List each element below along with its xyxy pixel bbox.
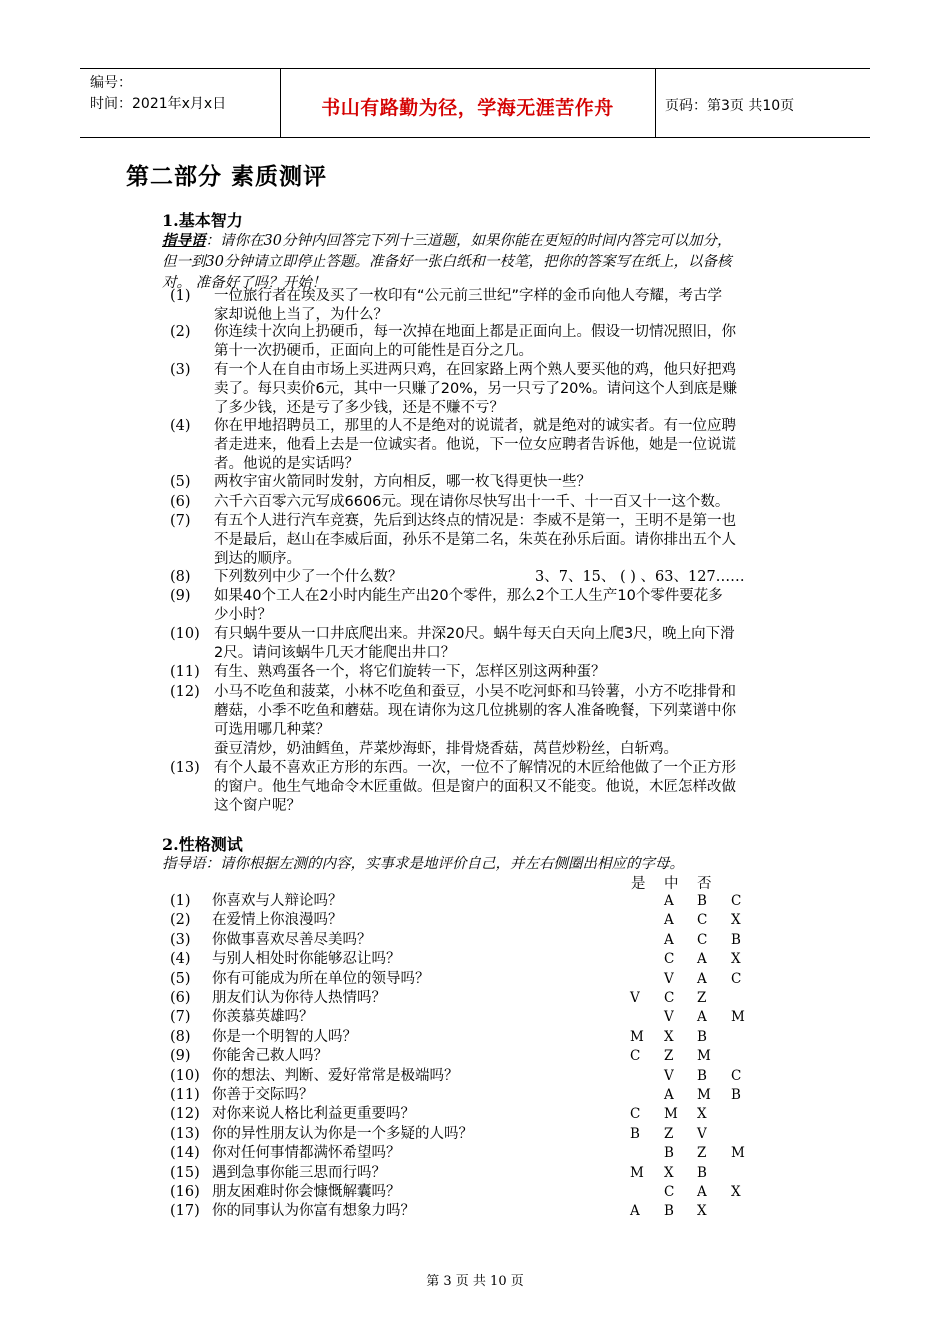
answer-option[interactable]: C xyxy=(664,951,675,968)
personality-item xyxy=(0,1105,950,1124)
question-line: 你在甲地招聘员工，那里的人不是绝对的说谎者，就是绝对的诚实者。有一位应聘 xyxy=(214,418,736,434)
item-text: 你善于交际吗？ xyxy=(212,1087,314,1103)
question-line: 第十一次扔硬币，正面向上的可能性是百分之几。 xyxy=(214,343,533,359)
item-number: (13) xyxy=(170,1125,200,1142)
item-text: 与别人相处时你能够忍让吗？ xyxy=(212,951,401,968)
answer-option[interactable]: B xyxy=(697,1028,707,1045)
item-text: 你有可能成为所在单位的领导吗？ xyxy=(212,970,430,987)
answer-option[interactable]: B xyxy=(697,1164,707,1181)
header-number: 编号： xyxy=(90,75,132,91)
question-line: 有一个人在自由市场上买进两只鸡，在回家路上两个熟人要买他的鸡，他只好把鸡 xyxy=(214,362,736,378)
question-line: 可选用哪几种菜？ xyxy=(214,722,330,738)
item-text: 你做事喜欢尽善尽美吗？ xyxy=(212,931,372,948)
answer-option[interactable]: M xyxy=(731,1009,745,1026)
page-footer: 第 3 页 共 10 页 xyxy=(426,1274,524,1289)
item-text: 你对任何事情都满怀希望吗？ xyxy=(212,1145,401,1162)
question-number: (12) xyxy=(170,684,200,700)
question-number: (13) xyxy=(170,760,200,776)
question-line: 有只蜗牛要从一口井底爬出来。井深20尺。蜗牛每天白天向上爬3尺，晚上向下滑 xyxy=(214,626,735,642)
question-line: 卖了。每只卖价6元，其中一只赚了20%，另一只亏了20%。请问这个人到底是赚 xyxy=(214,381,738,397)
answer-option[interactable]: M xyxy=(664,1106,678,1123)
answer-option[interactable]: Z xyxy=(697,990,707,1006)
question-number: (4) xyxy=(170,418,191,434)
item-text: 遇到急事你能三思而行吗？ xyxy=(212,1164,386,1181)
personality-item xyxy=(0,1144,950,1163)
answer-option[interactable]: A xyxy=(630,1203,640,1220)
answer-option[interactable]: B xyxy=(630,1125,640,1142)
question-line: 少小时？ xyxy=(214,607,272,623)
answer-option[interactable]: M xyxy=(731,1145,745,1162)
column-header-yes: 是 xyxy=(631,876,646,892)
answer-option[interactable]: A xyxy=(664,912,674,929)
item-text: 你是一个明智的人吗？ xyxy=(212,1028,357,1045)
page-header xyxy=(80,68,870,138)
item-text: 你的想法、判断、爱好常常是极端吗？ xyxy=(212,1067,459,1084)
item-number: (5) xyxy=(170,970,191,987)
question-line: 不是最后，赵山在李威后面，孙乐不是第二名，朱英在孙乐后面。请你排出五个人 xyxy=(214,532,736,548)
answer-option[interactable]: Z xyxy=(697,1145,707,1162)
item-text: 你的同事认为你富有想象力吗？ xyxy=(212,1203,415,1220)
answer-option[interactable]: B xyxy=(664,1145,674,1162)
question-line: 两枚宇宙火箭同时发射，方向相反，哪一枚飞得更快一些？ xyxy=(214,474,591,490)
answer-option[interactable]: C xyxy=(697,931,708,948)
question-line: 的窗户。他生气地命令木匠重做。但是窗户的面积又不能变。他说，木匠怎样改做 xyxy=(214,779,736,795)
answer-option[interactable]: M xyxy=(630,1028,644,1045)
answer-option[interactable]: B xyxy=(697,1067,707,1084)
answer-option[interactable]: B xyxy=(731,1087,741,1103)
header-meta xyxy=(90,73,226,115)
answer-option[interactable]: C xyxy=(731,970,742,987)
answer-option[interactable]: C xyxy=(731,1067,742,1084)
item-number: (2) xyxy=(170,912,191,929)
item-text: 你喜欢与人辩论吗？ xyxy=(212,893,343,909)
question-number: (7) xyxy=(170,513,191,529)
item-number: (3) xyxy=(170,931,191,948)
question-line: 有个人最不喜欢正方形的东西。一次，一位不了解情况的木匠给他做了一个正方形 xyxy=(214,760,736,776)
personality-item xyxy=(0,1125,950,1144)
column-header-no: 否 xyxy=(697,876,712,892)
answer-option[interactable]: C xyxy=(664,1184,675,1200)
answer-option[interactable]: B xyxy=(664,1203,674,1220)
answer-option[interactable]: X xyxy=(731,912,741,929)
header-page-number: 页码：第3页 共10页 xyxy=(665,98,795,114)
answer-option[interactable]: A xyxy=(664,893,674,909)
question-line: 如果40个工人在2小时内能生产出20个零件，那么2个工人生产10个零件要花多 xyxy=(214,588,723,604)
answer-option[interactable]: B xyxy=(731,931,741,948)
personality-item xyxy=(0,911,950,930)
item-text: 对你来说人格比利益更重要吗？ xyxy=(212,1106,415,1123)
answer-option[interactable]: X xyxy=(697,1203,707,1220)
answer-option[interactable]: X xyxy=(697,1106,707,1123)
answer-option[interactable]: V xyxy=(664,970,674,987)
item-number: (11) xyxy=(170,1087,200,1103)
question-number: (3) xyxy=(170,362,191,378)
section-intro: 指导语：请你根据左测的内容，实事求是地评价自己，并左右侧圈出相应的字母。 xyxy=(162,856,684,872)
answer-option[interactable]: A xyxy=(664,931,674,948)
item-number: (4) xyxy=(170,951,191,968)
question-line: 小马不吃鱼和菠菜，小林不吃鱼和蚕豆，小吴不吃河虾和马铃薯，小方不吃排骨和 xyxy=(214,684,736,700)
question-line: 蚕豆清炒，奶油鳕鱼，芹菜炒海虾，排骨烧香菇，莴苣炒粉丝，白斩鸡。 xyxy=(214,741,678,757)
answer-option[interactable]: A xyxy=(697,1009,707,1026)
question-line: 有生、熟鸡蛋各一个，将它们旋转一下，怎样区别这两种蛋？ xyxy=(214,664,606,680)
question-number: (2) xyxy=(170,324,191,340)
section-title-intelligence: 1.基本智力 xyxy=(162,211,243,230)
header-time: 时间：2021年x月x日 xyxy=(90,96,227,112)
personality-item xyxy=(0,1028,950,1047)
answer-option[interactable]: A xyxy=(697,970,707,987)
answer-option[interactable]: V xyxy=(697,1125,707,1142)
question-number: (1) xyxy=(170,288,191,304)
header-motto: 书山有路勤为径，学海无涯苦作舟 xyxy=(321,97,614,119)
question-number: (11) xyxy=(170,664,200,680)
item-text: 朋友们认为你待人热情吗？ xyxy=(212,990,386,1006)
question-number: (9) xyxy=(170,588,191,604)
item-number: (7) xyxy=(170,1009,191,1026)
item-number: (9) xyxy=(170,1048,191,1065)
item-number: (16) xyxy=(170,1184,200,1200)
header-divider xyxy=(655,69,656,137)
item-text: 朋友困难时你会慷慨解囊吗？ xyxy=(212,1184,401,1200)
item-text: 你的异性朋友认为你是一个多疑的人吗？ xyxy=(212,1125,473,1142)
item-number: (17) xyxy=(170,1203,200,1220)
question-line: 蘑菇，小季不吃鱼和蘑菇。现在请你为这几位挑剔的客人准备晚餐，下列菜谱中你 xyxy=(214,703,736,719)
answer-option[interactable]: V xyxy=(664,1067,674,1084)
section-title-personality: 2.性格测试 xyxy=(162,835,243,854)
item-number: (14) xyxy=(170,1145,200,1162)
personality-item xyxy=(0,892,950,911)
answer-option[interactable]: C xyxy=(630,1048,641,1065)
answer-option[interactable]: X xyxy=(664,1028,674,1045)
column-header-middle: 中 xyxy=(664,876,679,892)
question-line: 有五个人进行汽车竞赛，先后到达终点的情况是：李威不是第一，王明不是第一也 xyxy=(214,513,736,529)
personality-item xyxy=(0,1164,950,1183)
personality-item xyxy=(0,931,950,950)
item-number: (10) xyxy=(170,1067,200,1084)
answer-option[interactable]: V xyxy=(630,990,640,1006)
question-line: 下列数列中少了一个什么数？ xyxy=(214,569,403,585)
question-line: 者。他说的是实话吗？ xyxy=(214,456,359,472)
question-line: 家却说他上当了，为什么？ xyxy=(214,307,388,323)
personality-item xyxy=(0,1202,950,1221)
answer-option[interactable]: X xyxy=(731,1184,741,1200)
answer-option[interactable]: X xyxy=(731,951,741,968)
personality-item xyxy=(0,989,950,1008)
question-line: 了多少钱，还是亏了多少钱，还是不赚不亏？ xyxy=(214,400,504,416)
item-number: (15) xyxy=(170,1164,200,1181)
answer-option[interactable]: B xyxy=(697,893,707,909)
question-number: (8) xyxy=(170,569,191,585)
question-line: 2尺。请问该蜗牛几天才能爬出井口？ xyxy=(214,645,456,661)
personality-item xyxy=(0,1047,950,1066)
item-text: 在爱情上你浪漫吗？ xyxy=(212,912,343,929)
question-number: (5) xyxy=(170,474,191,490)
question-number: (6) xyxy=(170,494,191,510)
intro-label: 指导语 xyxy=(162,232,206,249)
personality-item xyxy=(0,1008,950,1027)
question-line: 你连续十次向上扔硬币，每一次掉在地面上都是正面向上。假设一切情况照旧，你 xyxy=(214,324,736,340)
item-number: (6) xyxy=(170,990,191,1006)
question-number: (10) xyxy=(170,626,200,642)
answer-option[interactable]: A xyxy=(697,951,707,968)
section-intro xyxy=(162,230,837,294)
question-line: 六千六百零六元写成6606元。现在请你尽快写出十一千、十一百又十一这个数。 xyxy=(214,494,730,510)
answer-option[interactable]: M xyxy=(697,1048,711,1065)
answer-option[interactable]: C xyxy=(664,990,675,1006)
question-line: 到达的顺序。 xyxy=(214,551,301,567)
answer-option[interactable]: Z xyxy=(664,1125,674,1142)
answer-option[interactable]: M xyxy=(630,1164,644,1181)
answer-option[interactable]: C xyxy=(731,893,742,909)
answer-option[interactable]: X xyxy=(664,1164,674,1181)
question-line: 这个窗户呢？ xyxy=(214,798,301,814)
answer-option[interactable]: C xyxy=(630,1106,641,1123)
number-sequence: 3、7、15、 ( ) 、63、127…… xyxy=(535,569,745,585)
personality-item xyxy=(0,1183,950,1202)
answer-option[interactable]: M xyxy=(697,1087,711,1103)
item-text: 你能舍己救人吗？ xyxy=(212,1048,328,1065)
item-number: (8) xyxy=(170,1028,191,1045)
part-title: 第二部分 素质测评 xyxy=(126,164,328,190)
personality-item xyxy=(0,1067,950,1086)
item-number: (1) xyxy=(170,893,191,909)
answer-option[interactable]: A xyxy=(664,1087,674,1103)
personality-item xyxy=(0,970,950,989)
intro-line: 但一到30分钟请立即停止答题。准备好一张白纸和一枝笔，把你的答案写在纸上，以备核 xyxy=(162,254,732,270)
item-number: (12) xyxy=(170,1106,200,1123)
intro-line: ：请你在30分钟内回答完下列十三道题，如果你能在更短的时间内答完可以加分， xyxy=(205,233,732,249)
personality-item xyxy=(0,1086,950,1105)
personality-item xyxy=(0,950,950,969)
answer-option[interactable]: C xyxy=(697,912,708,929)
question-line: 一位旅行者在埃及买了一枚印有“公元前三世纪”字样的金币向他人夸耀，考古学 xyxy=(214,288,723,304)
answer-option[interactable]: A xyxy=(697,1184,707,1200)
answer-option[interactable]: V xyxy=(664,1009,674,1026)
answer-option[interactable]: Z xyxy=(664,1048,674,1065)
item-text: 你羡慕英雄吗？ xyxy=(212,1009,314,1026)
question-line: 者走进来，他看上去是一位诚实者。他说，下一位女应聘者告诉他，她是一位说谎 xyxy=(214,437,736,453)
intro-line: 对。 准备好了吗？开始！ xyxy=(162,275,327,291)
